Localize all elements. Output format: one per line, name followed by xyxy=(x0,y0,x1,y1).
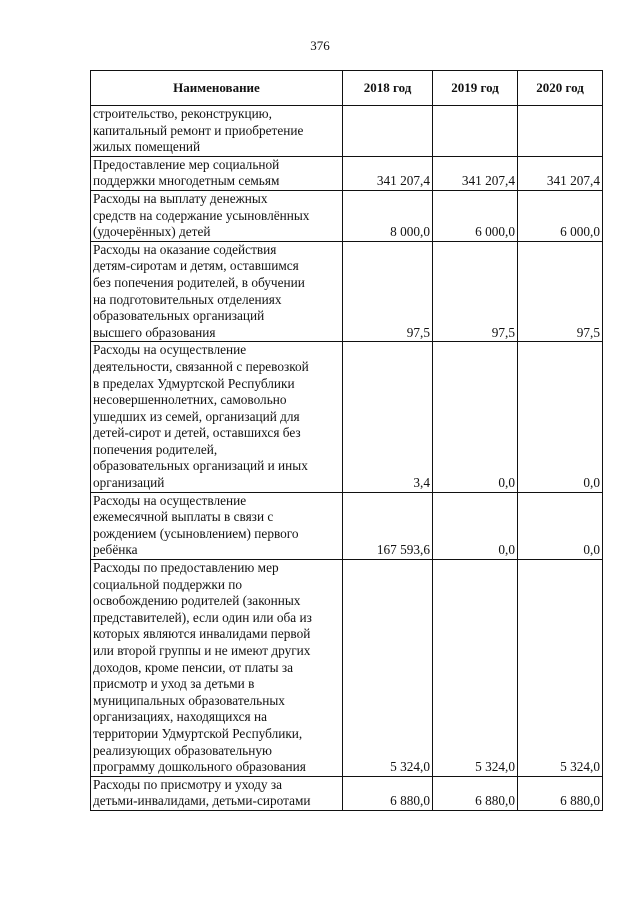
row-value-2018: 6 880,0 xyxy=(343,776,433,810)
table-row xyxy=(91,776,603,810)
row-value-2018: 8 000,0 xyxy=(343,190,433,241)
row-name: Расходы по присмотру и уходу за детьми-инвалидами, детьми-сиротами xyxy=(91,776,343,810)
budget-table xyxy=(90,70,603,811)
row-value-2020: 97,5 xyxy=(518,241,603,342)
table-row xyxy=(91,342,603,492)
row-name: Расходы на выплату денежных средств на содержание усыновлённых (удочерённых) детей xyxy=(91,190,343,241)
table-row xyxy=(91,241,603,342)
table-row xyxy=(91,156,603,190)
row-value-2020: 6 880,0 xyxy=(518,776,603,810)
header-name: Наименование xyxy=(91,71,343,106)
row-name: Расходы на оказание содействия детям-сиротам и детям, оставшимся без попечения родителей, в обучении на подготовительных отделениях образовательных организаций высшего образования xyxy=(91,241,343,342)
row-value-2020: 341 207,4 xyxy=(518,156,603,190)
table-row xyxy=(91,106,603,157)
table-row xyxy=(91,492,603,559)
row-value-2019: 341 207,4 xyxy=(433,156,518,190)
row-name: Предоставление мер социальной поддержки многодетным семьям xyxy=(91,156,343,190)
row-value-2020: 0,0 xyxy=(518,342,603,492)
row-name: Расходы на осуществление деятельности, связанной с перевозкой в пределах Удмуртской Республики несовершеннолетних, самовольно ушедших из семей, организаций для детей-сирот и детей, оставшихся без попечения родителей, образовательных организаций и иных организаций xyxy=(91,342,343,492)
row-value-2018: 341 207,4 xyxy=(343,156,433,190)
row-value-2018: 3,4 xyxy=(343,342,433,492)
row-value-2019: 0,0 xyxy=(433,342,518,492)
row-value-2019: 6 000,0 xyxy=(433,190,518,241)
header-2020: 2020 год xyxy=(518,71,603,106)
table-header-row xyxy=(91,71,603,106)
page-number: 376 xyxy=(310,38,330,53)
row-name: строительство, реконструкцию, капитальный ремонт и приобретение жилых помещений xyxy=(91,106,343,157)
row-value-2020: 6 000,0 xyxy=(518,190,603,241)
row-name: Расходы на осуществление ежемесячной выплаты в связи с рождением (усыновлением) первого ребёнка xyxy=(91,492,343,559)
row-value-2019: 5 324,0 xyxy=(433,560,518,777)
table-row xyxy=(91,190,603,241)
row-value-2019: 97,5 xyxy=(433,241,518,342)
row-value-2019: 0,0 xyxy=(433,492,518,559)
row-value-2019: 6 880,0 xyxy=(433,776,518,810)
row-value-2018: 97,5 xyxy=(343,241,433,342)
row-value-2020 xyxy=(518,106,603,157)
row-value-2020: 0,0 xyxy=(518,492,603,559)
row-value-2018 xyxy=(343,106,433,157)
row-value-2019 xyxy=(433,106,518,157)
row-value-2018: 5 324,0 xyxy=(343,560,433,777)
row-value-2020: 5 324,0 xyxy=(518,560,603,777)
row-name: Расходы по предоставлению мер социальной поддержки по освобождению родителей (законных представителей), если один или оба из которых являются инвалидами первой или второй группы и не имеют других доходов, кроме пенсии, от платы за присмотр и уход за детьми в муниципальных образовательных организациях, находящихся на территории Удмуртской Республики, реализующих образовательную программу дошкольного образования xyxy=(91,560,343,777)
header-2018: 2018 год xyxy=(343,71,433,106)
row-value-2018: 167 593,6 xyxy=(343,492,433,559)
table-row xyxy=(91,560,603,777)
header-2019: 2019 год xyxy=(433,71,518,106)
